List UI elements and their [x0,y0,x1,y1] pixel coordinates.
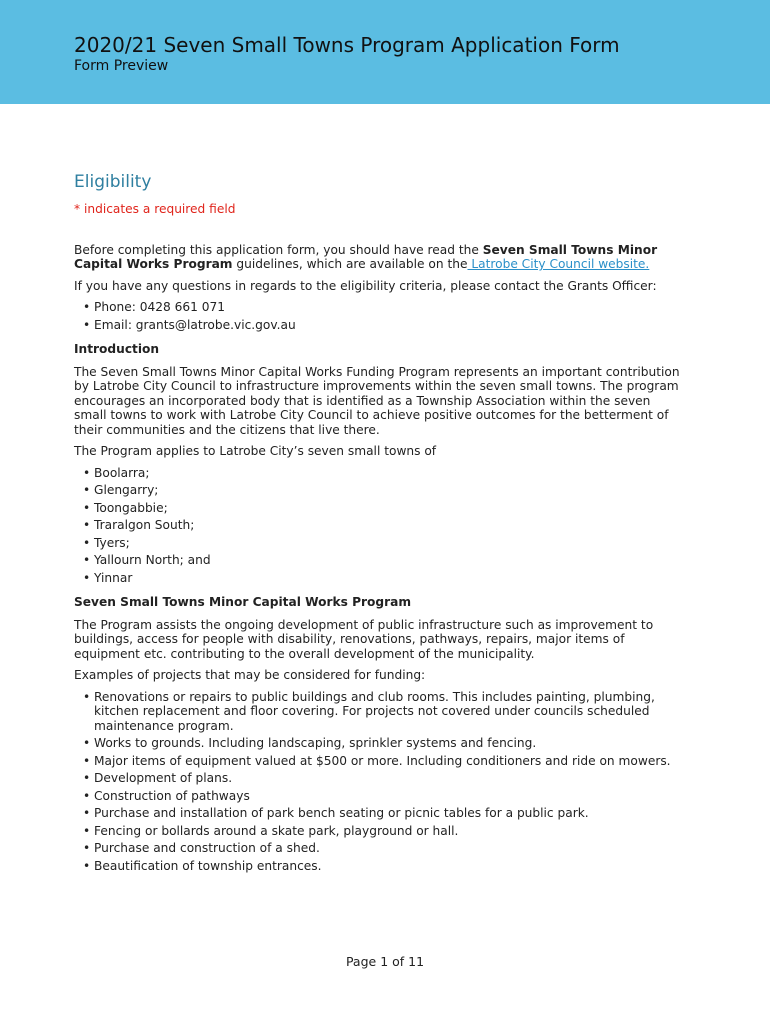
list-item: • Yinnar [94,571,684,586]
required-note: * indicates a required field [74,202,236,216]
form-content [74,170,684,881]
intro-paragraph: Before completing this application form, you should have read the Seven Small Towns Minor Capital Works Program guidelines, which are available on the Latrobe City Council website. [74,242,658,271]
introduction-paragraph: The Seven Small Towns Minor Capital Works Funding Program represents an important contribution by Latrobe City Council to infrastructure improvements within the seven small towns. The program encourages an incorporated body that is identified as a Township Association within the seven small towns to work with Latrobe City Council to achieve positive outcomes for the betterment of their communities and the citizens that live there. [74,364,680,437]
list-item: • Yallourn North; and [94,553,684,568]
list-item: • Renovations or repairs to public buildings and club rooms. This includes painting, plumbing, kitchen replacement and floor covering. For projects not covered under councils scheduled maintenance program. [94,690,684,734]
page-number: Page 1 of 11 [345,954,425,969]
list-item: • Purchase and installation of park bench seating or picnic tables for a public park. [94,806,684,821]
list-item: • Construction of pathways [94,789,684,804]
examples-paragraph: Examples of projects that may be considered for funding: [74,668,426,682]
list-item: • Toongabbie; [94,501,684,516]
contact-paragraph: If you have any questions in regards to the eligibility criteria, please contact the Grants Officer: [74,278,657,293]
contact-email: • Email: grants@latrobe.vic.gov.au [94,318,684,333]
contact-phone: • Phone: 0428 661 071 [94,300,684,315]
towns-list [74,466,684,586]
form-title: 2020/21 Seven Small Towns Program Application Form [74,33,620,57]
towns-paragraph: The Program applies to Latrobe City’s seven small towns of [74,444,437,458]
list-item: • Tyers; [94,536,684,551]
introduction-heading: Introduction [74,342,160,356]
list-item: • Works to grounds. Including landscaping, sprinkler systems and fencing. [94,736,684,751]
program-heading: Seven Small Towns Minor Capital Works Program [74,595,412,609]
program-paragraph: The Program assists the ongoing development of public infrastructure such as improvement to buildings, access for people with disability, renovations, pathways, repairs, major items of equipment etc. contributing to the overall development of the municipality. [74,617,654,661]
examples-list [74,690,684,874]
contact-list [74,300,684,332]
list-item: • Purchase and construction of a shed. [94,841,684,856]
section-heading: Eligibility [74,172,152,192]
form-subtitle: Form Preview [74,58,169,74]
page-header [0,0,770,104]
list-item: • Development of plans. [94,771,684,786]
list-item: • Glengarry; [94,483,684,498]
list-item: • Major items of equipment valued at $500 or more. Including conditioners and ride on mowers. [94,754,684,769]
list-item: • Fencing or bollards around a skate park, playground or hall. [94,824,684,839]
list-item: • Beautification of township entrances. [94,859,684,874]
list-item: • Boolarra; [94,466,684,481]
list-item: • Traralgon South; [94,518,684,533]
guidelines-name: Seven Small Towns Minor Capital Works Program [74,242,658,271]
council-website-link[interactable]: Latrobe City Council website. [467,257,650,271]
